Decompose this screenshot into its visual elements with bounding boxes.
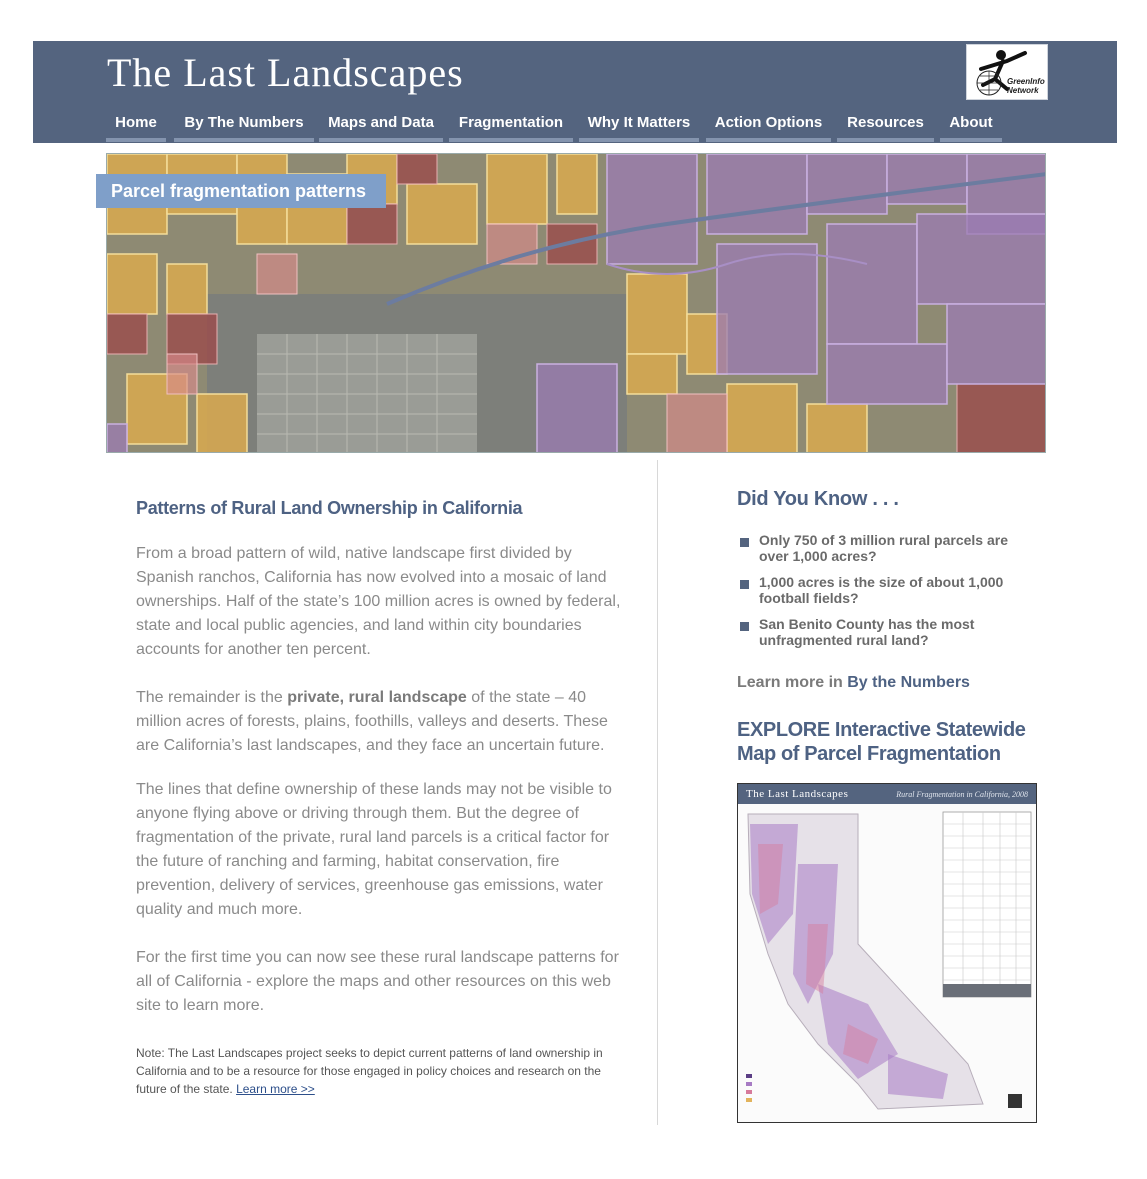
explore-map-link[interactable] [737, 718, 1037, 766]
fact-item [737, 532, 1037, 564]
fact-item [737, 616, 1037, 648]
nav-underline [449, 138, 573, 142]
nav-underline [579, 138, 699, 142]
nav-item-by-the-numbers[interactable] [174, 110, 314, 142]
facts-list [737, 532, 1037, 658]
learn-more-prefix: Learn more in [737, 674, 848, 691]
fact-text: 1,000 acres is the size of about 1,000 football fields? [759, 574, 1004, 606]
sidebar [737, 488, 1047, 765]
nav-item-label[interactable]: By The Numbers [184, 114, 304, 131]
fact-item [737, 574, 1037, 606]
paragraph-first-time: For the first time you can now see these rural landscape patterns for all of California - explore the maps and other resources on this web site to learn more. [136, 949, 619, 1014]
nav-item-label[interactable]: Resources [847, 114, 924, 131]
greeninfo-logo[interactable] [966, 44, 1048, 100]
logo-text-greeninfo: GreenInfo [1007, 77, 1045, 86]
did-you-know-heading: Did You Know . . . [737, 488, 899, 510]
site-header [33, 41, 1117, 143]
map-thumbnail-title: The Last Landscapes [746, 788, 849, 800]
nav-item-label[interactable]: Home [115, 114, 157, 131]
nav-item-resources[interactable] [837, 110, 934, 142]
nav-item-fragmentation[interactable] [449, 110, 573, 142]
fact-text: Only 750 of 3 million rural parcels are over 1,000 acres? [759, 532, 1008, 564]
nav-underline [174, 138, 314, 142]
nav-item-maps-and-data[interactable] [319, 110, 443, 142]
explore-line-2[interactable]: Map of Parcel Fragmentation [737, 743, 1001, 765]
logo-text-network: Network [1007, 86, 1039, 95]
paragraph-remainder-start: The remainder is the [136, 689, 288, 706]
nav-item-why-it-matters[interactable] [579, 110, 699, 142]
project-note [136, 1044, 626, 1098]
statewide-map-thumbnail[interactable] [737, 783, 1037, 1123]
square-bullet-icon [740, 580, 749, 589]
nav-item-label[interactable]: Action Options [714, 114, 823, 131]
square-bullet-icon [740, 538, 749, 547]
map-thumbnail-subtitle: Rural Fragmentation in California, 2008 [896, 790, 1028, 799]
fact-text: San Benito County has the most unfragmented rural land? [759, 616, 975, 648]
learn-more-link[interactable]: Learn more >> [236, 1082, 315, 1096]
nav-underline [319, 138, 443, 142]
nav-item-action-options[interactable] [706, 110, 831, 142]
column-divider [657, 460, 658, 1125]
by-the-numbers-link[interactable]: By the Numbers [847, 674, 970, 691]
nav-underline [106, 138, 166, 142]
learn-more-line [737, 674, 970, 692]
site-title[interactable]: The Last Landscapes [107, 50, 464, 95]
nav-item-home[interactable] [106, 110, 166, 142]
project-note-text: Note: The Last Landscapes project seeks to depict current patterns of land ownership in California and to be a resource for those engaged in policy choices and research on the future of the state. [136, 1046, 603, 1096]
page-heading: Patterns of Rural Land Ownership in California [136, 498, 523, 518]
nav-item-label[interactable]: Maps and Data [328, 114, 434, 131]
main-content [136, 498, 636, 1096]
paragraph-intro: From a broad pattern of wild, native landscape first divided by Spanish ranchos, California has now evolved into a mosaic of land ownerships. Half of the state’s 100 million acres is owned by federal, state and local public agencies, and land within city boundaries accounts for another ten percent. [136, 545, 621, 658]
nav-item-label[interactable]: Why It Matters [587, 114, 691, 131]
nav-item-about[interactable] [940, 110, 1002, 142]
paragraph-ownership-lines: The lines that define ownership of these lands may not be visible to anyone flying above or driving through them. But the degree of fragmentation of the private, rural land parcels is a critical factor for the future of ranching and farming, habitat conservation, fire prevention, delivery of services, greenhouse gas emissions, water quality and much more. [136, 781, 612, 918]
nav-item-label[interactable]: About [949, 114, 993, 131]
california-map-illustration [738, 804, 1036, 1122]
paragraph-remainder-bold: private, rural landscape [287, 689, 467, 706]
explore-line-1[interactable]: EXPLORE Interactive Statewide [737, 719, 1026, 741]
nav-underline [940, 138, 1002, 142]
nav-underline [837, 138, 934, 142]
nav-underline [706, 138, 831, 142]
nav-item-label[interactable]: Fragmentation [458, 114, 564, 131]
map-thumbnail-header [738, 784, 1036, 804]
square-bullet-icon [740, 622, 749, 631]
hero-tag: Parcel fragmentation patterns [96, 174, 386, 208]
paragraph-remainder-end: of the state – 40 million acres of forests, plains, foothills, valleys and deserts. These are California’s last landscapes, and they face an uncertain future. [136, 689, 608, 754]
paragraph-remainder [136, 686, 631, 758]
